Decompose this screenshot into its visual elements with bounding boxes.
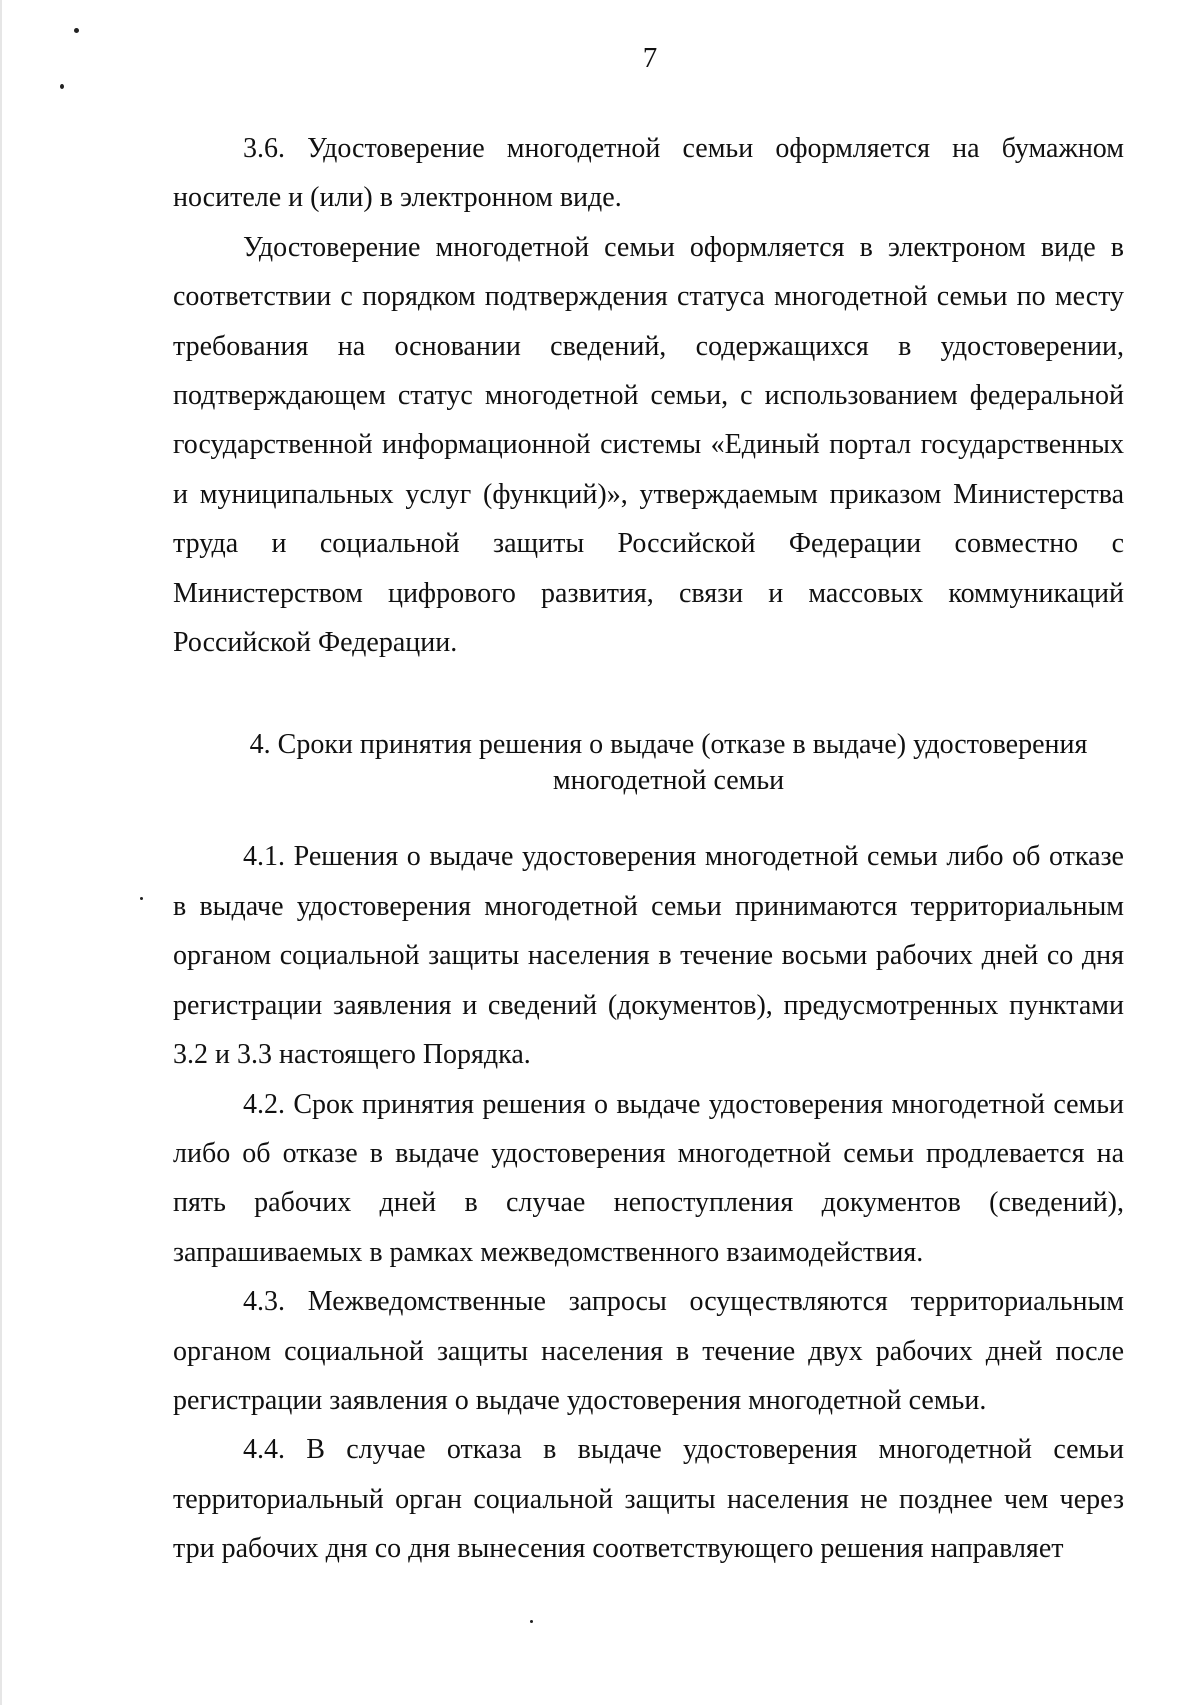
- paragraph-3-6-electronic: Удостоверение многодетной семьи оформляется в электроном виде в соответствии с порядком подтверждения статуса многодетной семьи по месту требования на основании сведений, содержащихся в удостоверении, подтверждающем статус многодетной семьи, с использованием федеральной государственной информационной системы «Единый портал государственных и муниципальных услуг (функций)», утверждаемым приказом Министерства труда и социальной защиты Российской Федерации совместно с Министерством цифрового развития, связи и массовых коммуникаций Российской Федерации.: [173, 231, 1124, 659]
- paragraph-3-6: 3.6. Удостоверение многодетной семьи оформляется на бумажном носителе и (или) в электронном виде.: [173, 133, 1124, 214]
- scan-speck: [530, 1620, 533, 1623]
- scan-speck: [140, 897, 143, 900]
- section-4-title: [173, 727, 1124, 799]
- section-4-title-line-1: 4. Сроки принятия решения о выдаче (отказе в выдаче) удостоверения: [249, 729, 1088, 761]
- paragraph-4-3: 4.3. Межведомственные запросы осуществляются территориальным органом социальной защиты населения в течение двух рабочих дней после регистрации заявления о выдаче удостоверения многодетной семьи.: [173, 1286, 1124, 1416]
- paragraph-4-1: 4.1. Решения о выдаче удостоверения многодетной семьи либо об отказе в выдаче удостоверения многодетной семьи принимаются территориальным органом социальной защиты населения в течение восьми рабочих дней со дня регистрации заявления и сведений (документов), предусмотренных пунктами 3.2 и 3.3 настоящего Порядка.: [173, 841, 1124, 1071]
- paragraph-4-4: 4.4. В случае отказа в выдаче удостоверения многодетной семьи территориальный орган социальной защиты населения не позднее чем через три рабочих дня со дня вынесения соответствующего решения направляет: [173, 1434, 1124, 1565]
- scan-edge: [0, 0, 2, 1705]
- scan-speck: [74, 28, 79, 33]
- document-body: [173, 124, 1124, 1574]
- section-4-title-line-2: многодетной семьи: [552, 765, 785, 797]
- page-number: 7: [642, 42, 658, 74]
- paragraph-4-2: 4.2. Срок принятия решения о выдаче удостоверения многодетной семьи либо об отказе в выдаче удостоверения многодетной семьи продлевается на пять рабочих дней в случае непоступления документов (сведений), запрашиваемых в рамках межведомственного взаимодействия.: [173, 1088, 1124, 1268]
- scan-speck: [60, 84, 64, 89]
